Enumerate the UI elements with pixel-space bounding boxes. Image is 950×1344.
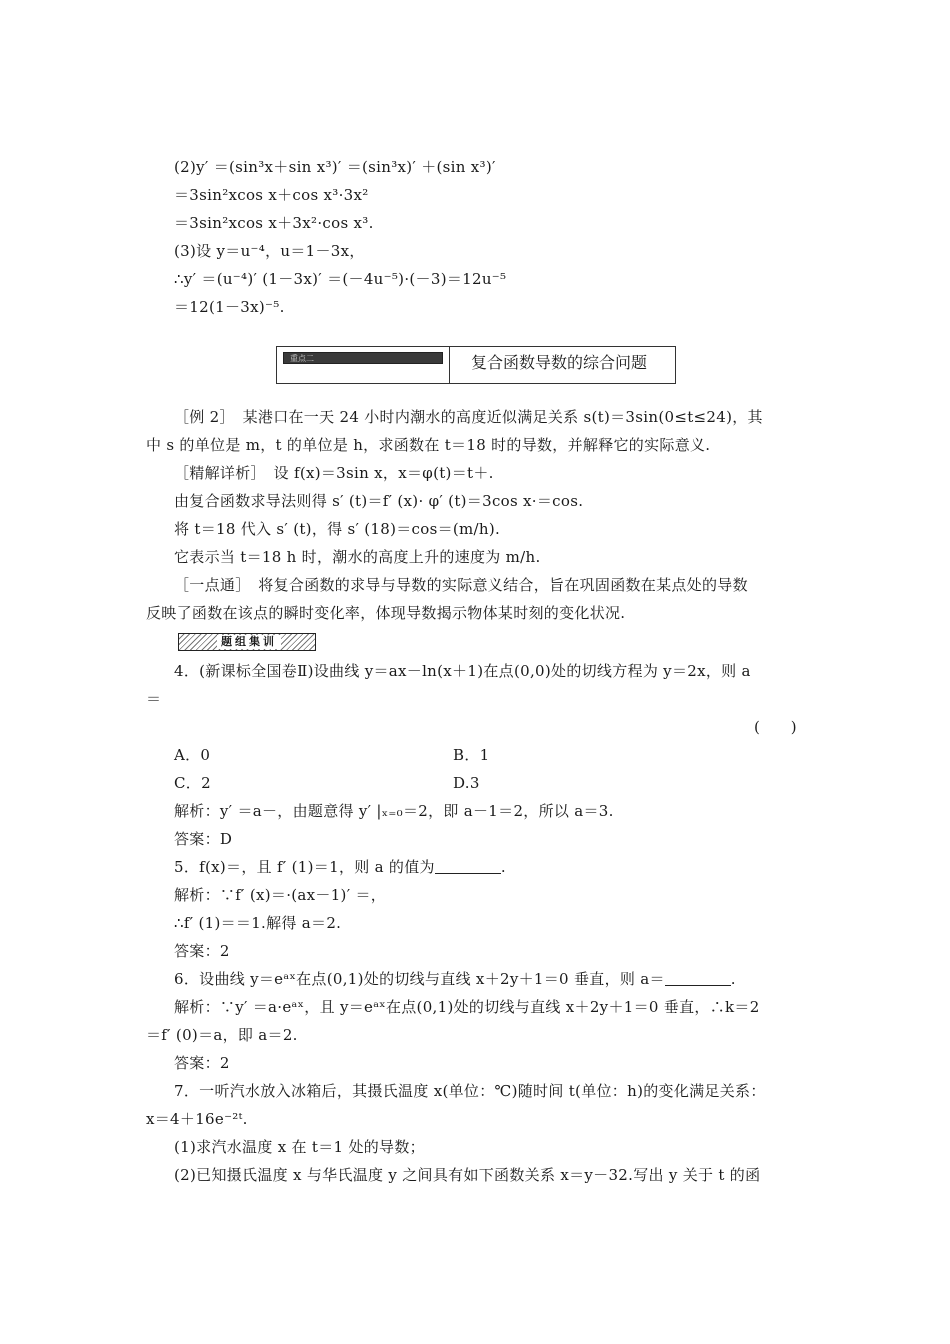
question-6-solution-2: ＝f′ (0)＝a，即 a＝2. xyxy=(146,1026,298,1044)
option-b: B．1 xyxy=(453,746,490,764)
option-c: C．2 xyxy=(174,774,211,792)
question-4-line-1: 4．(新课标全国卷Ⅱ)设曲线 y＝ax－ln(x＋1)在点(0,0)处的切线方程为 y＝2x，则 a xyxy=(174,662,751,680)
group-practice-label: 题组集训 xyxy=(217,635,281,649)
solution-line-2: 由复合函数求导法则得 s′ (t)＝f′ (x)· φ′ (t)＝3cos x·＝cos. xyxy=(174,492,584,510)
question-6 xyxy=(174,969,736,989)
question-5-text: 5．f(x)＝，且 f′ (1)＝1，则 a 的值为 xyxy=(174,858,435,876)
example-2-line-2: 中 s 的单位是 m，t 的单位是 h，求函数在 t＝18 时的导数，并解释它的实际意义. xyxy=(146,436,711,454)
question-6-end: . xyxy=(730,970,736,988)
question-5 xyxy=(174,857,506,877)
text-line-2: ＝3sin²xcos x＋cos x³·3x² xyxy=(174,186,369,204)
question-4-solution: 解析：y′ ＝a－，由题意得 y′ |ₓ₌₀＝2，即 a－1＝2，所以 a＝3. xyxy=(174,802,614,820)
answer-blank xyxy=(435,859,501,874)
question-7-line-2: x＝4＋16e⁻²ᵗ. xyxy=(146,1110,248,1128)
question-6-answer: 答案：2 xyxy=(174,1054,230,1072)
section-tag: 重点二 xyxy=(283,352,443,364)
solution-line-4: 它表示当 t＝18 h 时，潮水的高度上升的速度为 m/h. xyxy=(174,548,541,566)
solution-line-3: 将 t＝18 代入 s′ (t)，得 s′ (18)＝cos＝(m/h). xyxy=(174,520,501,538)
answer-paren: ( ) xyxy=(754,718,797,736)
question-4-answer: 答案：D xyxy=(174,830,233,848)
text-line-4: (3)设 y＝u⁻⁴，u＝1－3x， xyxy=(174,242,365,260)
text-line-1: (2)y′ ＝(sin³x＋sin x³)′ ＝(sin³x)′ ＋(sin x³)′ xyxy=(174,158,496,176)
tip-line-2: 反映了函数在该点的瞬时变化率，体现导数揭示物体某时刻的变化状况. xyxy=(146,604,626,622)
option-d: D.3 xyxy=(453,774,480,792)
question-6-solution-1: 解析：∵y′ ＝a·eᵃˣ，且 y＝eᵃˣ在点(0,1)处的切线与直线 x＋2y＋1＝0 垂直，∴k＝2 xyxy=(174,998,760,1016)
tip-line-1: ［一点通］ 将复合函数的求导与导数的实际意义结合，旨在巩固函数在某点处的导数 xyxy=(174,576,748,594)
section-title: 复合函数导数的综合问题 xyxy=(471,353,648,372)
question-6-text: 6．设曲线 y＝eᵃˣ在点(0,1)处的切线与直线 x＋2y＋1＝0 垂直，则 a＝ xyxy=(174,970,665,988)
question-7-part-2: (2)已知摄氏温度 x 与华氏温度 y 之间具有如下函数关系 x＝y－32.写出 y 关于 t 的函 xyxy=(174,1166,761,1184)
question-5-solution-2: ∴f′ (1)＝＝1.解得 a＝2. xyxy=(174,914,342,932)
section-divider xyxy=(449,347,450,383)
text-line-5: ∴y′ ＝(u⁻⁴)′ (1－3x)′ ＝(－4u⁻⁵)·(－3)＝12u⁻⁵ xyxy=(174,270,507,288)
question-5-end: . xyxy=(500,858,506,876)
question-5-solution-1: 解析：∵f′ (x)＝·(ax－1)′ ＝， xyxy=(174,886,387,904)
example-2-line-1: ［例 2］ 某港口在一天 24 小时内潮水的高度近似满足关系 s(t)＝3sin(0≤t≤24)，其 xyxy=(174,408,763,426)
text-line-6: ＝12(1－3x)⁻⁵. xyxy=(174,298,285,316)
question-4-line-2: ＝ xyxy=(146,690,162,708)
section-header xyxy=(276,346,676,384)
solution-line-1: ［精解详析］ 设 f(x)＝3sin x，x＝φ(t)＝t＋. xyxy=(174,464,494,482)
text-line-3: ＝3sin²xcos x＋3x²·cos x³. xyxy=(174,214,374,232)
answer-blank xyxy=(665,971,731,986)
option-a: A．0 xyxy=(174,746,211,764)
question-7-line-1: 7．一听汽水放入冰箱后，其摄氏温度 x(单位：℃)随时间 t(单位：h)的变化满足关系： xyxy=(174,1082,766,1100)
question-7-part-1: (1)求汽水温度 x 在 t＝1 处的导数； xyxy=(174,1138,425,1156)
question-5-answer: 答案：2 xyxy=(174,942,230,960)
group-practice-banner xyxy=(178,633,316,651)
